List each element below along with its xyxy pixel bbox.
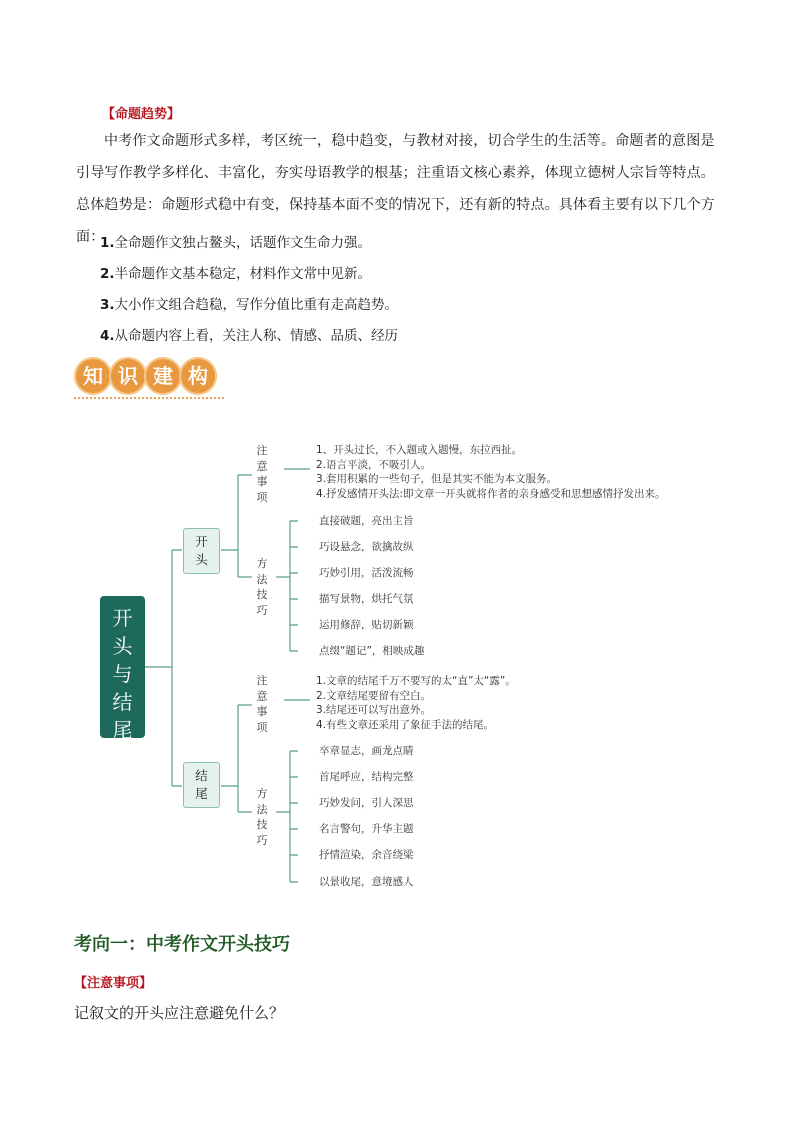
trend-section-label: 【命题趋势】	[102, 107, 181, 122]
note-line: 2.语言平淡，不吸引人。	[316, 458, 432, 471]
method-leaf: 名言警句，升华主题	[319, 823, 414, 835]
banner-char: 知	[74, 357, 112, 395]
method-leaf: 巧妙发问，引人深思	[319, 797, 414, 809]
mindmap-node-ending: 结尾	[183, 762, 220, 808]
method-leaf: 运用修辞，贴切新颖	[319, 619, 414, 631]
note-line: 3.套用积累的一些句子，但是其实不能为本文服务。	[316, 473, 558, 485]
opening-notes-title: 注意事项	[256, 444, 268, 504]
method-leaf: 首尾呼应，结构完整	[319, 771, 414, 783]
opening-methods-title: 方法技巧	[256, 557, 268, 617]
trend-item: 4.从命题内容上看，关注人称、情感、品质、经历	[100, 328, 399, 344]
section-heading: 考向一：中考作文开头技巧	[74, 934, 290, 955]
method-leaf: 以景收尾，意境感人	[319, 876, 414, 888]
note-line: 4.抒发感情开头法:即文章一开头就将作者的亲身感受和思想感情抒发出来。	[316, 487, 666, 500]
note-line: 2.文章结尾要留有空白。	[316, 689, 432, 702]
note-line: 3.结尾还可以写出意外。	[316, 704, 432, 716]
mindmap-root: 开头与结尾	[100, 596, 145, 738]
intro-paragraph: 中考作文命题形式多样，考区统一，稳中趋变，与教材对接，切合学生的生活等。命题者的意图是引导写作教学多样化、丰富化，夯实母语教学的根基；注重语文核心素养，体现立德树人宗旨等特点。总体趋势是：命题形式稳中有变，保持基本面不变的情况下，还有新的特点。具体看主要有以下几个方面：	[76, 133, 715, 245]
banner-char: 识	[109, 357, 147, 395]
method-leaf: 点缀“题记”，相映成趣	[319, 645, 425, 657]
note-line: 1、开头过长，不入题或入题慢，东拉西扯。	[316, 444, 523, 456]
trend-item: 3.大小作文组合趋稳，写作分值比重有走高趋势。	[100, 297, 399, 313]
note-line: 4.有些文章还采用了象征手法的结尾。	[316, 718, 495, 731]
method-leaf: 抒情渲染，余音绕梁	[319, 849, 414, 861]
notes-label: 【注意事项】	[74, 976, 153, 991]
trend-item: 2.半命题作文基本稳定，材料作文常中见新。	[100, 266, 372, 282]
note-line: 1.文章的结尾千万不要写的太“直”太“露”。	[316, 675, 516, 687]
trend-item: 1.全命题作文独占鳌头，话题作文生命力强。	[100, 235, 372, 251]
method-leaf: 描写景物，烘托气氛	[319, 593, 414, 605]
mindmap-node-opening: 开头	[183, 528, 220, 574]
ending-notes-title: 注意事项	[256, 674, 268, 734]
question-text: 记叙文的开头应注意避免什么？	[74, 1004, 285, 1022]
banner-char: 建	[144, 357, 182, 395]
ending-methods-title: 方法技巧	[256, 787, 268, 847]
method-leaf: 巧设悬念，欲擒故纵	[319, 541, 414, 553]
ending-notes	[316, 674, 516, 732]
method-leaf: 巧妙引用，活泼流畅	[319, 567, 414, 579]
method-leaf: 直接破题，亮出主旨	[319, 515, 414, 527]
opening-notes	[316, 443, 666, 501]
method-leaf: 卒章显志，画龙点睛	[319, 745, 414, 757]
banner-char: 构	[179, 357, 217, 395]
